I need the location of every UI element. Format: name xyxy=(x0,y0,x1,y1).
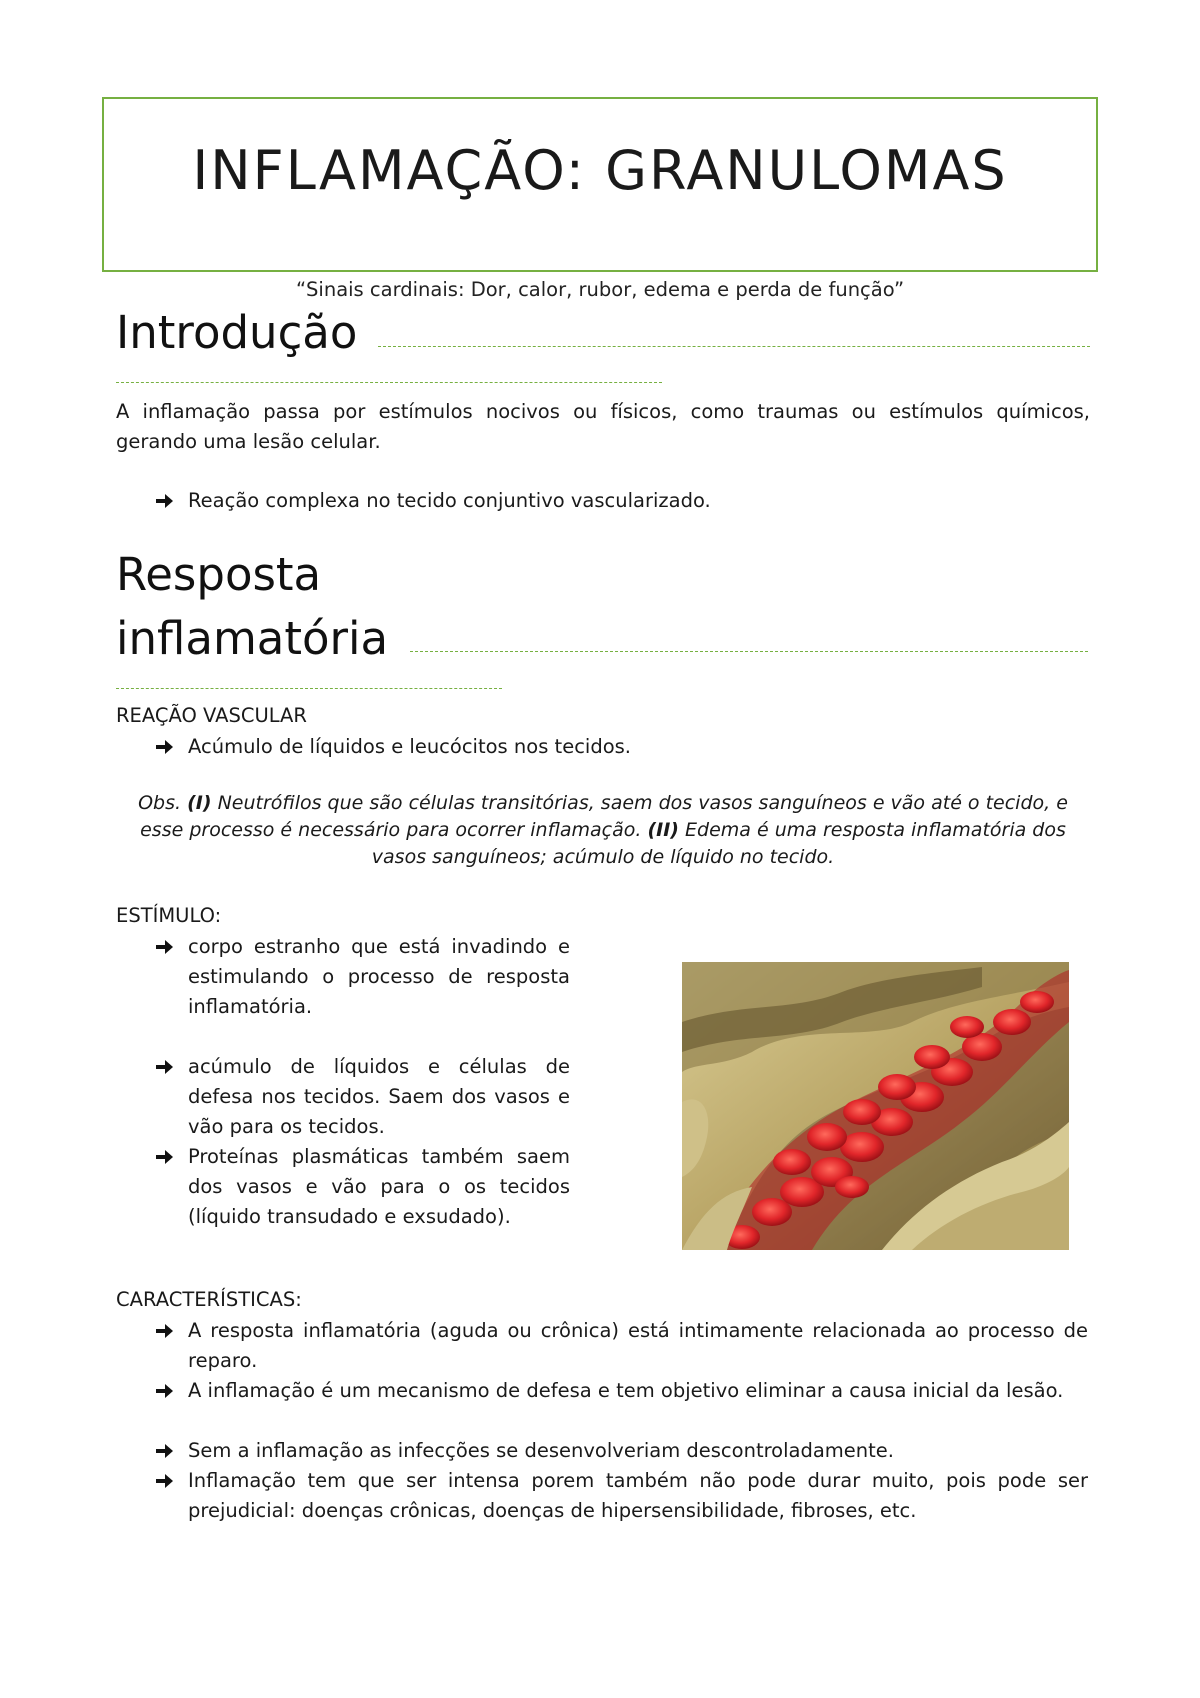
intro-bullet-text: Reação complexa no tecido conjuntivo vascularizado. xyxy=(188,489,711,512)
obs-text-i: Neutrófilos que são células transitórias, saem dos vasos sanguíneos e vão até o tecido, e esse processo é necessário para ocorrer inflamação. xyxy=(140,792,1068,841)
caracteristicas-bullet-text: Inflamação tem que ser intensa porem também não pode durar muito, pois pode ser prejudicial: doenças crônicas, doenças de hipersensibilidade, fibroses, etc. xyxy=(188,1469,1088,1522)
obs-text-ii: Edema é uma resposta inflamatória dos vasos sanguíneos; acúmulo de líquido no tecido. xyxy=(371,819,1066,868)
arrow-right-icon xyxy=(154,1147,174,1167)
obs-marker-i: (I) xyxy=(187,792,212,814)
arrow-right-icon xyxy=(154,1441,174,1461)
cardinal-signs-quote: “Sinais cardinais: Dor, calor, rubor, edema e perda de função” xyxy=(295,278,905,301)
observation-note xyxy=(116,790,1090,871)
heading-resposta-line1: Resposta xyxy=(116,548,322,601)
heading-introducao: Introdução xyxy=(116,306,358,359)
arrow-right-icon xyxy=(154,1057,174,1077)
heading-divider xyxy=(116,382,662,383)
heading-divider xyxy=(378,346,1090,347)
heading-divider xyxy=(116,688,502,689)
arrow-right-icon xyxy=(154,1321,174,1341)
caracteristicas-bullet-text: A inflamação é um mecanismo de defesa e tem objetivo eliminar a causa inicial da lesão. xyxy=(188,1379,1064,1402)
obs-prefix: Obs. xyxy=(138,792,182,814)
arrow-right-icon xyxy=(154,1471,174,1491)
title-box xyxy=(102,97,1098,272)
caracteristicas-bullet-text: A resposta inflamatória (aguda ou crônica) está intimamente relacionada ao processo de reparo. xyxy=(188,1319,1088,1372)
estimulo-bullet-text: acúmulo de líquidos e células de defesa nos tecidos. Saem dos vasos e vão para os tecidos. xyxy=(188,1055,570,1138)
vascular-bullet-text: Acúmulo de líquidos e leucócitos nos tecidos. xyxy=(188,735,631,758)
heading-resposta-line2: inflamatória xyxy=(116,612,389,665)
label-caracteristicas: CARACTERÍSTICAS: xyxy=(116,1288,302,1311)
arrow-right-icon xyxy=(154,491,174,511)
caracteristicas-bullet-text: Sem a inflamação as infecções se desenvolveriam descontroladamente. xyxy=(188,1439,894,1462)
estimulo-bullet-text: corpo estranho que está invadindo e estimulando o processo de resposta inflamatória. xyxy=(188,935,570,1018)
arrow-right-icon xyxy=(154,737,174,757)
intro-paragraph: A inflamação passa por estímulos nocivos ou físicos, como traumas ou estímulos químicos, gerando uma lesão celular. xyxy=(116,400,1090,453)
arrow-right-icon xyxy=(154,937,174,957)
page-title: INFLAMAÇÃO: GRANULOMAS xyxy=(192,139,1008,202)
estimulo-bullet-text: Proteínas plasmáticas também saem dos vasos e vão para o os tecidos (líquido transudado e exsudado). xyxy=(188,1145,570,1228)
blood-vessel-micrograph xyxy=(682,962,1069,1250)
obs-marker-ii: (II) xyxy=(647,819,679,841)
label-reacao-vascular: REAÇÃO VASCULAR xyxy=(116,704,307,727)
label-estimulo: ESTÍMULO: xyxy=(116,904,222,927)
arrow-right-icon xyxy=(154,1381,174,1401)
heading-divider xyxy=(410,651,1088,652)
micrograph-image xyxy=(682,962,1069,1250)
